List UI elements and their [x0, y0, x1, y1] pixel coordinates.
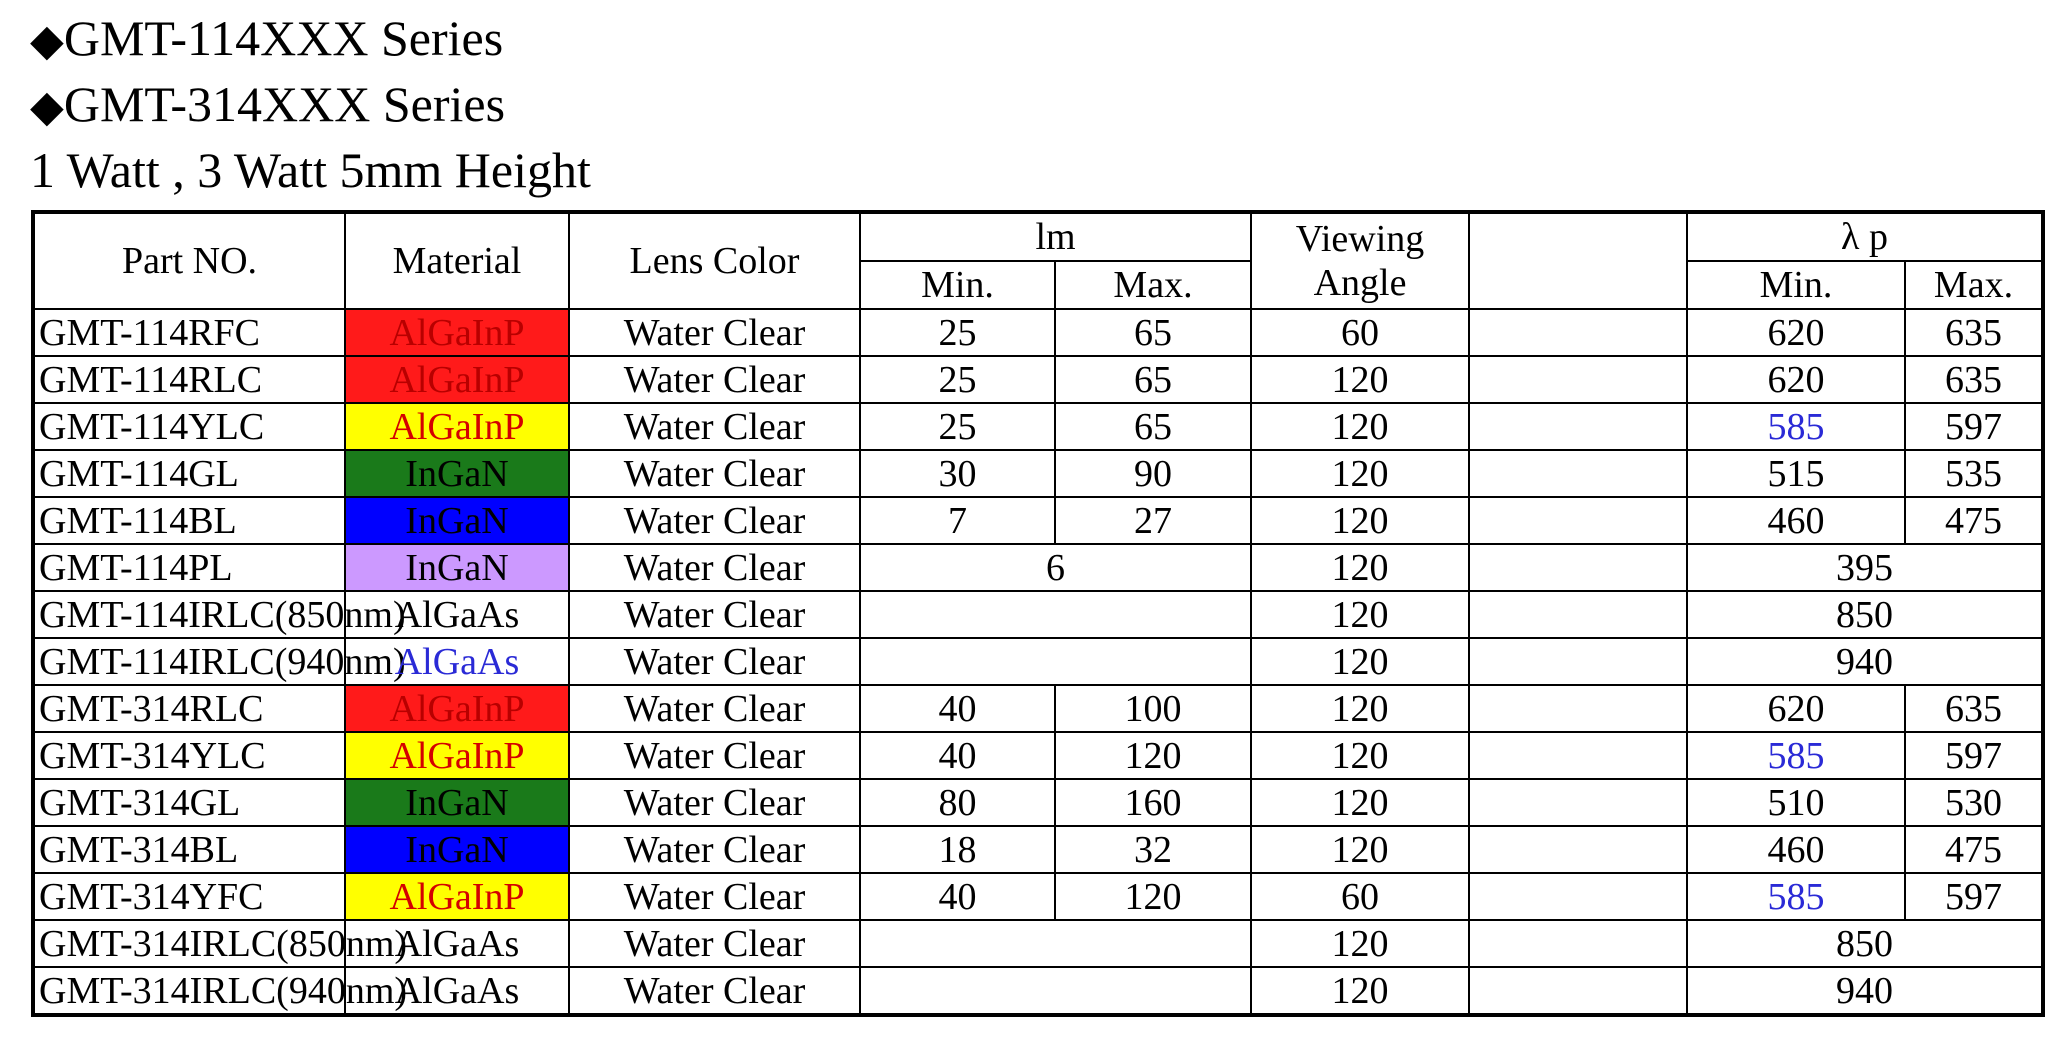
lm-max-cell: 65	[1055, 309, 1251, 356]
lens-color-cell: Water Clear	[569, 356, 860, 403]
table-row	[33, 309, 2043, 356]
table-body	[33, 309, 2043, 1015]
wavelength-min-cell: 460	[1687, 826, 1905, 873]
spec-table	[31, 210, 2045, 1017]
wavelength-max-cell: 535	[1905, 450, 2043, 497]
header-wl-min: Min.	[1687, 261, 1905, 309]
table-row	[33, 403, 2043, 450]
part-number-cell: GMT-314RLC	[33, 685, 345, 732]
part-number-cell: GMT-314YLC	[33, 732, 345, 779]
lens-color-cell: Water Clear	[569, 450, 860, 497]
part-number-cell: GMT-314BL	[33, 826, 345, 873]
table-row	[33, 920, 2043, 967]
lens-color-cell: Water Clear	[569, 920, 860, 967]
part-number-cell: GMT-114GL	[33, 450, 345, 497]
wavelength-max-cell: 475	[1905, 497, 2043, 544]
wavelength-max-cell: 597	[1905, 873, 2043, 920]
material-cell: AlGaAs	[345, 638, 569, 685]
wavelength-min-cell: 585	[1687, 873, 1905, 920]
lens-color-cell: Water Clear	[569, 638, 860, 685]
lens-color-cell: Water Clear	[569, 403, 860, 450]
blank-cell	[1469, 403, 1687, 450]
header-row	[33, 212, 2043, 261]
header-blank	[1469, 212, 1687, 309]
viewing-angle-cell: 120	[1251, 403, 1469, 450]
title-series-314: ◆GMT-314XXX Series	[30, 76, 506, 132]
wavelength-min-cell: 585	[1687, 732, 1905, 779]
material-cell: AlGaInP	[345, 309, 569, 356]
viewing-angle-cell: 120	[1251, 967, 1469, 1015]
lm-merged-cell: 6	[860, 544, 1251, 591]
wavelength-min-cell: 585	[1687, 403, 1905, 450]
material-cell: InGaN	[345, 779, 569, 826]
table-row	[33, 779, 2043, 826]
lens-color-cell: Water Clear	[569, 544, 860, 591]
wavelength-max-cell: 530	[1905, 779, 2043, 826]
part-number-cell: GMT-314IRLC(850nm)	[33, 920, 345, 967]
table-row	[33, 591, 2043, 638]
wavelength-min-cell: 620	[1687, 309, 1905, 356]
wavelength-max-cell: 597	[1905, 403, 2043, 450]
material-cell: AlGaAs	[345, 967, 569, 1015]
title-wattage: 1 Watt , 3 Watt 5mm Height	[30, 142, 591, 198]
header-lambda-p: λ p	[1687, 212, 2043, 261]
wavelength-min-cell: 515	[1687, 450, 1905, 497]
table-row	[33, 685, 2043, 732]
wavelength-min-cell: 510	[1687, 779, 1905, 826]
header-viewing-angle: Viewing Angle	[1251, 212, 1469, 309]
lm-min-cell: 7	[860, 497, 1055, 544]
wavelength-merged-cell: 940	[1687, 967, 2043, 1015]
diamond-bullet-icon: ◆	[30, 81, 64, 132]
blank-cell	[1469, 732, 1687, 779]
header-wl-max: Max.	[1905, 261, 2043, 309]
lm-max-cell: 160	[1055, 779, 1251, 826]
part-number-cell: GMT-114RFC	[33, 309, 345, 356]
part-number-cell: GMT-314IRLC(940nm)	[33, 967, 345, 1015]
title-series-114: ◆GMT-114XXX Series	[30, 10, 504, 66]
lm-min-cell: 40	[860, 873, 1055, 920]
lm-min-cell: 30	[860, 450, 1055, 497]
viewing-angle-cell: 120	[1251, 544, 1469, 591]
blank-cell	[1469, 873, 1687, 920]
lm-max-cell: 27	[1055, 497, 1251, 544]
viewing-angle-cell: 120	[1251, 638, 1469, 685]
lens-color-cell: Water Clear	[569, 497, 860, 544]
blank-cell	[1469, 309, 1687, 356]
lm-merged-cell	[860, 920, 1251, 967]
material-cell: AlGaAs	[345, 591, 569, 638]
material-cell: AlGaInP	[345, 873, 569, 920]
part-number-cell: GMT-314GL	[33, 779, 345, 826]
part-number-cell: GMT-114RLC	[33, 356, 345, 403]
lm-min-cell: 40	[860, 685, 1055, 732]
lm-max-cell: 120	[1055, 873, 1251, 920]
viewing-angle-cell: 120	[1251, 591, 1469, 638]
part-number-cell: GMT-114BL	[33, 497, 345, 544]
wavelength-max-cell: 635	[1905, 356, 2043, 403]
header-lens-color: Lens Color	[569, 212, 860, 309]
wavelength-merged-cell: 940	[1687, 638, 2043, 685]
material-cell: InGaN	[345, 497, 569, 544]
lens-color-cell: Water Clear	[569, 826, 860, 873]
lm-merged-cell	[860, 591, 1251, 638]
wavelength-max-cell: 475	[1905, 826, 2043, 873]
viewing-angle-cell: 120	[1251, 779, 1469, 826]
lens-color-cell: Water Clear	[569, 967, 860, 1015]
viewing-angle-cell: 120	[1251, 356, 1469, 403]
wavelength-merged-cell: 850	[1687, 591, 2043, 638]
blank-cell	[1469, 638, 1687, 685]
lm-max-cell: 32	[1055, 826, 1251, 873]
lm-max-cell: 65	[1055, 356, 1251, 403]
part-number-cell: GMT-114IRLC(940nm)	[33, 638, 345, 685]
table-row	[33, 356, 2043, 403]
lens-color-cell: Water Clear	[569, 591, 860, 638]
table-row	[33, 450, 2043, 497]
wavelength-max-cell: 597	[1905, 732, 2043, 779]
part-number-cell: GMT-314YFC	[33, 873, 345, 920]
table-row	[33, 638, 2043, 685]
lm-max-cell: 120	[1055, 732, 1251, 779]
blank-cell	[1469, 920, 1687, 967]
blank-cell	[1469, 685, 1687, 732]
lens-color-cell: Water Clear	[569, 685, 860, 732]
part-number-cell: GMT-114PL	[33, 544, 345, 591]
lm-min-cell: 40	[860, 732, 1055, 779]
header-lm-min: Min.	[860, 261, 1055, 309]
lm-max-cell: 90	[1055, 450, 1251, 497]
material-cell: InGaN	[345, 544, 569, 591]
blank-cell	[1469, 497, 1687, 544]
lm-max-cell: 65	[1055, 403, 1251, 450]
table-row	[33, 873, 2043, 920]
lm-merged-cell	[860, 638, 1251, 685]
lm-max-cell: 100	[1055, 685, 1251, 732]
material-cell: AlGaInP	[345, 356, 569, 403]
lens-color-cell: Water Clear	[569, 779, 860, 826]
wavelength-max-cell: 635	[1905, 685, 2043, 732]
material-cell: AlGaInP	[345, 732, 569, 779]
blank-cell	[1469, 779, 1687, 826]
table-row	[33, 544, 2043, 591]
header-material: Material	[345, 212, 569, 309]
header-part-no: Part NO.	[33, 212, 345, 309]
blank-cell	[1469, 591, 1687, 638]
part-number-cell: GMT-114YLC	[33, 403, 345, 450]
diamond-bullet-icon: ◆	[30, 15, 64, 66]
wavelength-min-cell: 460	[1687, 497, 1905, 544]
viewing-angle-cell: 60	[1251, 309, 1469, 356]
blank-cell	[1469, 826, 1687, 873]
lm-min-cell: 25	[860, 356, 1055, 403]
lm-min-cell: 18	[860, 826, 1055, 873]
lm-min-cell: 80	[860, 779, 1055, 826]
table-row	[33, 967, 2043, 1015]
lm-min-cell: 25	[860, 403, 1055, 450]
blank-cell	[1469, 544, 1687, 591]
wavelength-merged-cell: 395	[1687, 544, 2043, 591]
lens-color-cell: Water Clear	[569, 732, 860, 779]
material-cell: AlGaInP	[345, 685, 569, 732]
lens-color-cell: Water Clear	[569, 873, 860, 920]
viewing-angle-cell: 120	[1251, 826, 1469, 873]
material-cell: InGaN	[345, 826, 569, 873]
viewing-angle-cell: 120	[1251, 685, 1469, 732]
table-row	[33, 826, 2043, 873]
viewing-angle-cell: 120	[1251, 732, 1469, 779]
material-cell: AlGaAs	[345, 920, 569, 967]
viewing-angle-cell: 120	[1251, 450, 1469, 497]
blank-cell	[1469, 450, 1687, 497]
viewing-angle-cell: 120	[1251, 920, 1469, 967]
material-cell: InGaN	[345, 450, 569, 497]
material-cell: AlGaInP	[345, 403, 569, 450]
viewing-angle-cell: 120	[1251, 497, 1469, 544]
lm-merged-cell	[860, 967, 1251, 1015]
wavelength-merged-cell: 850	[1687, 920, 2043, 967]
wavelength-max-cell: 635	[1905, 309, 2043, 356]
part-number-cell: GMT-114IRLC(850nm)	[33, 591, 345, 638]
lens-color-cell: Water Clear	[569, 309, 860, 356]
blank-cell	[1469, 356, 1687, 403]
wavelength-min-cell: 620	[1687, 356, 1905, 403]
header-lm: lm	[860, 212, 1251, 261]
wavelength-min-cell: 620	[1687, 685, 1905, 732]
table-row	[33, 497, 2043, 544]
blank-cell	[1469, 967, 1687, 1015]
header-lm-max: Max.	[1055, 261, 1251, 309]
viewing-angle-cell: 60	[1251, 873, 1469, 920]
table-row	[33, 732, 2043, 779]
lm-min-cell: 25	[860, 309, 1055, 356]
